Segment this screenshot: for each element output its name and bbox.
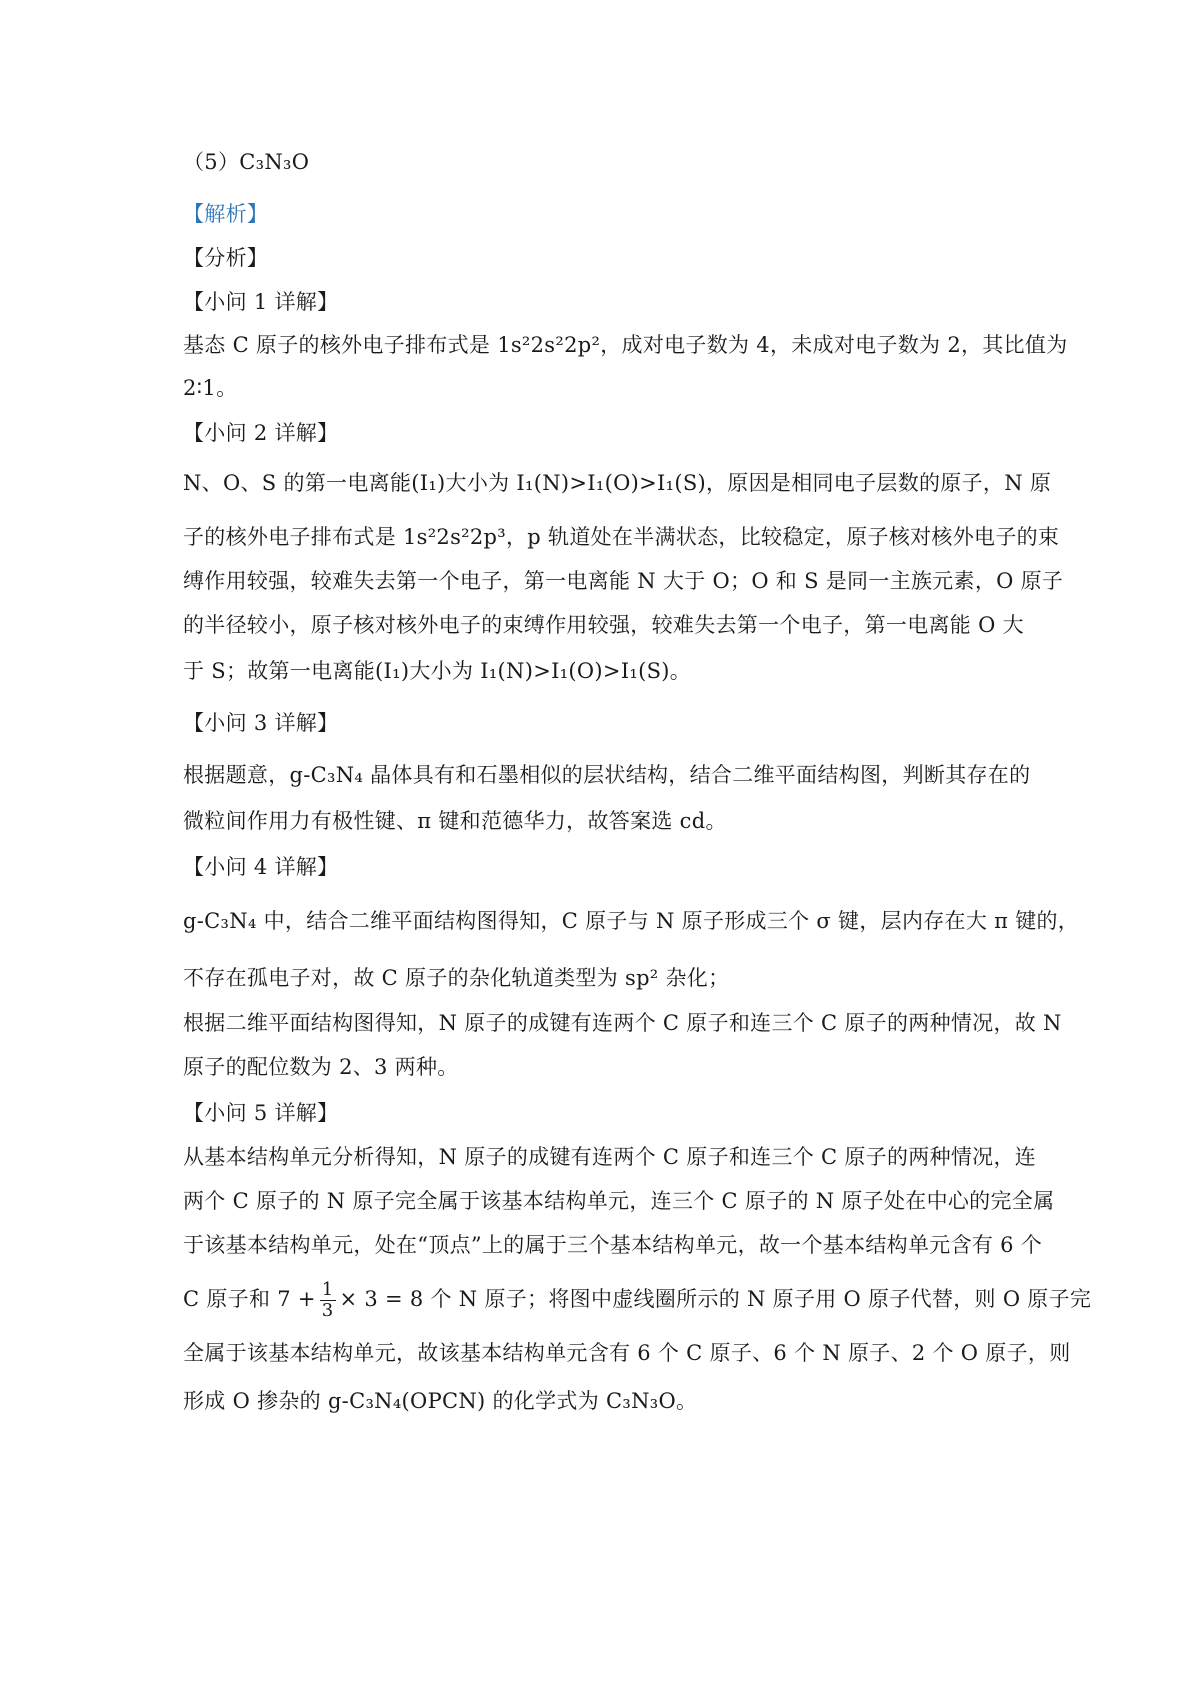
q4-line: g-C₃N₄ 中，结合二维平面结构图得知，C 原子与 N 原子形成三个 σ 键，层内存在大 π 键的， (183, 909, 1080, 933)
q2-line: 缚作用较强，较难失去第一个电子，第一电离能 N 大于 O；O 和 S 是同一主族元素，O 原子 (183, 569, 1064, 593)
q1-line: 2∶1。 (183, 376, 238, 400)
q2-line: N、O、S 的第一电离能(I₁)大小为 I₁(N)>I₁(O)>I₁(S)，原因是相同电子层数的原子，N 原 (183, 471, 1052, 495)
answer-5: （5）C₃N₃O (183, 150, 310, 174)
fraction-one-third (320, 1280, 336, 1321)
q2-line: 于 S；故第一电离能(I₁)大小为 I₁(N)>I₁(O)>I₁(S)。 (183, 659, 692, 683)
q4-line: 不存在孤电子对，故 C 原子的杂化轨道类型为 sp² 杂化； (183, 966, 730, 990)
q5-line: 从基本结构单元分析得知，N 原子的成键有连两个 C 原子和连三个 C 原子的两种情况，连 (183, 1145, 1037, 1169)
q2-line: 的半径较小，原子核对核外电子的束缚作用较强，较难失去第一个电子，第一电离能 O 大 (183, 613, 1024, 637)
analysis-label: 【解析】 (183, 202, 269, 226)
q5-line: 两个 C 原子的 N 原子完全属于该基本结构单元，连三个 C 原子的 N 原子处在中心的完全属 (183, 1189, 1055, 1213)
q5-heading: 【小问 5 详解】 (183, 1101, 339, 1125)
q5-line4-post: × 3 = 8 个 N 原子；将图中虚线圈所示的 N 原子用 O 原子代替，则 O 原子完 (339, 1287, 1092, 1311)
q4-line: 原子的配位数为 2、3 两种。 (183, 1055, 459, 1079)
q4-heading: 【小问 4 详解】 (183, 855, 339, 879)
q4-line: 根据二维平面结构图得知，N 原子的成键有连两个 C 原子和连三个 C 原子的两种情况，故 N (183, 1011, 1062, 1035)
fraction-denominator: 3 (321, 1300, 334, 1321)
q3-heading: 【小问 3 详解】 (183, 711, 339, 735)
q3-line: 微粒间作用力有极性键、π 键和范德华力，故答案选 cd。 (183, 809, 727, 833)
q3-line: 根据题意，g-C₃N₄ 晶体具有和石墨相似的层状结构，结合二维平面结构图，判断其存在的 (183, 763, 1031, 787)
q2-line: 子的核外电子排布式是 1s²2s²2p³，p 轨道处在半满状态，比较稳定，原子核对核外电子的束 (183, 525, 1060, 549)
q5-line: 于该基本结构单元，处在“顶点”上的属于三个基本结构单元，故一个基本结构单元含有 6 个 (183, 1233, 1043, 1257)
q5-line: 形成 O 掺杂的 g-C₃N₄(OPCN) 的化学式为 C₃N₃O。 (183, 1389, 698, 1413)
q1-line: 基态 C 原子的核外电子排布式是 1s²2s²2p²，成对电子数为 4，未成对电子数为 2，其比值为 (183, 333, 1068, 357)
q5-line-fraction (183, 1280, 1091, 1321)
q5-line4-pre: C 原子和 7 + (183, 1287, 316, 1311)
q5-line: 全属于该基本结构单元，故该基本结构单元含有 6 个 C 原子、6 个 N 原子、2 个 O 原子，则 (183, 1341, 1071, 1365)
q2-heading: 【小问 2 详解】 (183, 421, 339, 445)
fenxi-label: 【分析】 (183, 246, 269, 270)
q1-heading: 【小问 1 详解】 (183, 290, 339, 314)
fraction-numerator: 1 (321, 1279, 334, 1300)
